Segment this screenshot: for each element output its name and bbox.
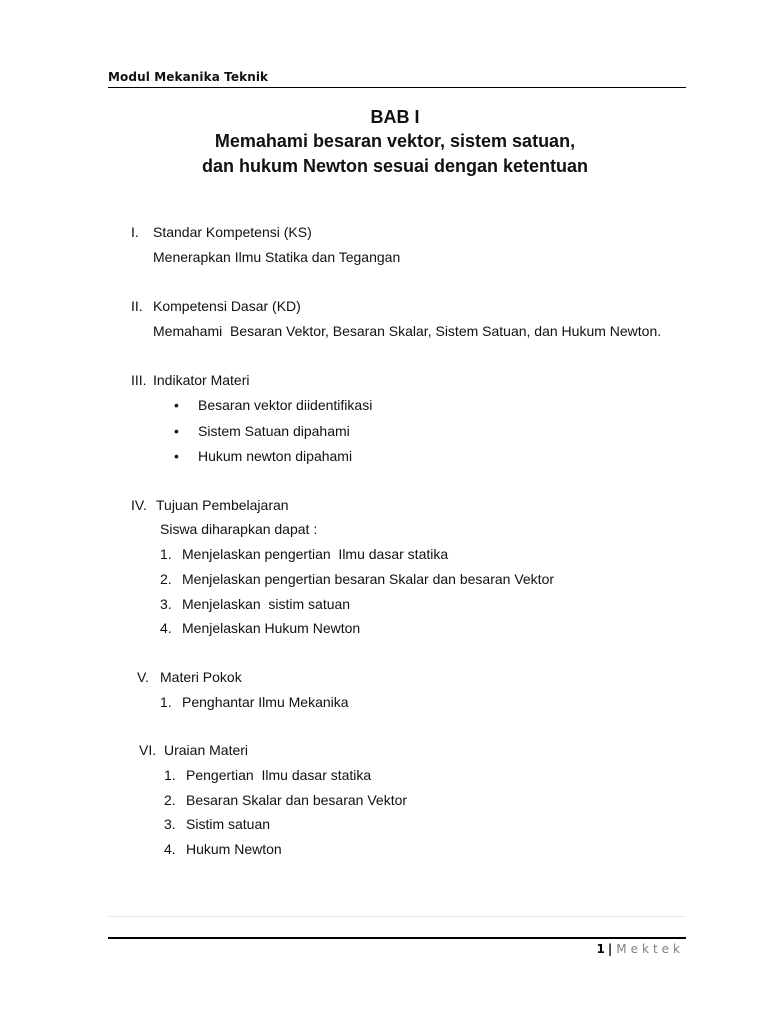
footer-brand: Mektek bbox=[616, 942, 684, 956]
list-item: Besaran Skalar dan besaran Vektor bbox=[186, 792, 408, 808]
list-item: Sistim satuan bbox=[186, 816, 271, 832]
section-4-intro: Siswa diharapkan dapat : bbox=[160, 521, 318, 537]
chapter-title-line-2: dan hukum Newton sesuai dengan ketentuan bbox=[201, 156, 589, 176]
header-rule bbox=[108, 87, 686, 88]
section-2-numeral: II. bbox=[131, 298, 143, 314]
list-number: 1. bbox=[160, 546, 172, 562]
list-number: 1. bbox=[164, 767, 176, 783]
list-item: Menjelaskan pengertian Ilmu dasar statika bbox=[182, 546, 449, 562]
list-item: Menjelaskan sistim satuan bbox=[182, 596, 351, 612]
section-4-numeral: IV. bbox=[131, 497, 147, 513]
list-number: 3. bbox=[164, 816, 176, 832]
bullet-icon: • bbox=[174, 448, 179, 464]
section-2-body: Memahami Besaran Vektor, Besaran Skalar, Sistem Satuan, dan Hukum Newton. bbox=[153, 323, 662, 339]
indicator-item: Sistem Satuan dipahami bbox=[198, 423, 350, 439]
list-number: 4. bbox=[160, 620, 172, 636]
footer-divider-light bbox=[108, 916, 686, 917]
section-6-heading: Uraian Materi bbox=[164, 742, 249, 758]
footer-separator: | bbox=[607, 942, 613, 956]
section-6-numeral: VI. bbox=[139, 742, 157, 758]
section-1-heading: Standar Kompetensi (KS) bbox=[153, 224, 312, 240]
list-item: Hukum Newton bbox=[186, 841, 282, 857]
list-number: 1. bbox=[160, 694, 172, 710]
bullet-icon: • bbox=[174, 423, 179, 439]
section-5-heading: Materi Pokok bbox=[160, 669, 242, 685]
list-item: Pengertian Ilmu dasar statika bbox=[186, 767, 372, 783]
section-3-numeral: III. bbox=[131, 372, 147, 388]
section-1-body: Menerapkan Ilmu Statika dan Tegangan bbox=[153, 249, 401, 265]
running-header: Modul Mekanika Teknik bbox=[108, 70, 269, 84]
list-number: 3. bbox=[160, 596, 172, 612]
section-3-heading: Indikator Materi bbox=[153, 372, 250, 388]
page-number: 1 bbox=[596, 942, 605, 956]
list-item: Penghantar Ilmu Mekanika bbox=[182, 694, 349, 710]
page-footer bbox=[597, 942, 684, 956]
list-number: 2. bbox=[164, 792, 176, 808]
section-5-numeral: V. bbox=[137, 669, 149, 685]
indicator-item: Besaran vektor diidentifikasi bbox=[198, 397, 373, 413]
chapter-label: BAB I bbox=[370, 107, 420, 127]
list-item: Menjelaskan Hukum Newton bbox=[182, 620, 361, 636]
footer-rule bbox=[108, 937, 686, 939]
section-1-numeral: I. bbox=[131, 224, 139, 240]
indicator-item: Hukum newton dipahami bbox=[198, 448, 353, 464]
section-4-heading: Tujuan Pembelajaran bbox=[156, 497, 289, 513]
list-item: Menjelaskan pengertian besaran Skalar dan besaran Vektor bbox=[182, 571, 555, 587]
section-2-heading: Kompetensi Dasar (KD) bbox=[153, 298, 301, 314]
chapter-title-line-1: Memahami besaran vektor, sistem satuan, bbox=[214, 131, 576, 151]
list-number: 2. bbox=[160, 571, 172, 587]
list-number: 4. bbox=[164, 841, 176, 857]
bullet-icon: • bbox=[174, 397, 179, 413]
